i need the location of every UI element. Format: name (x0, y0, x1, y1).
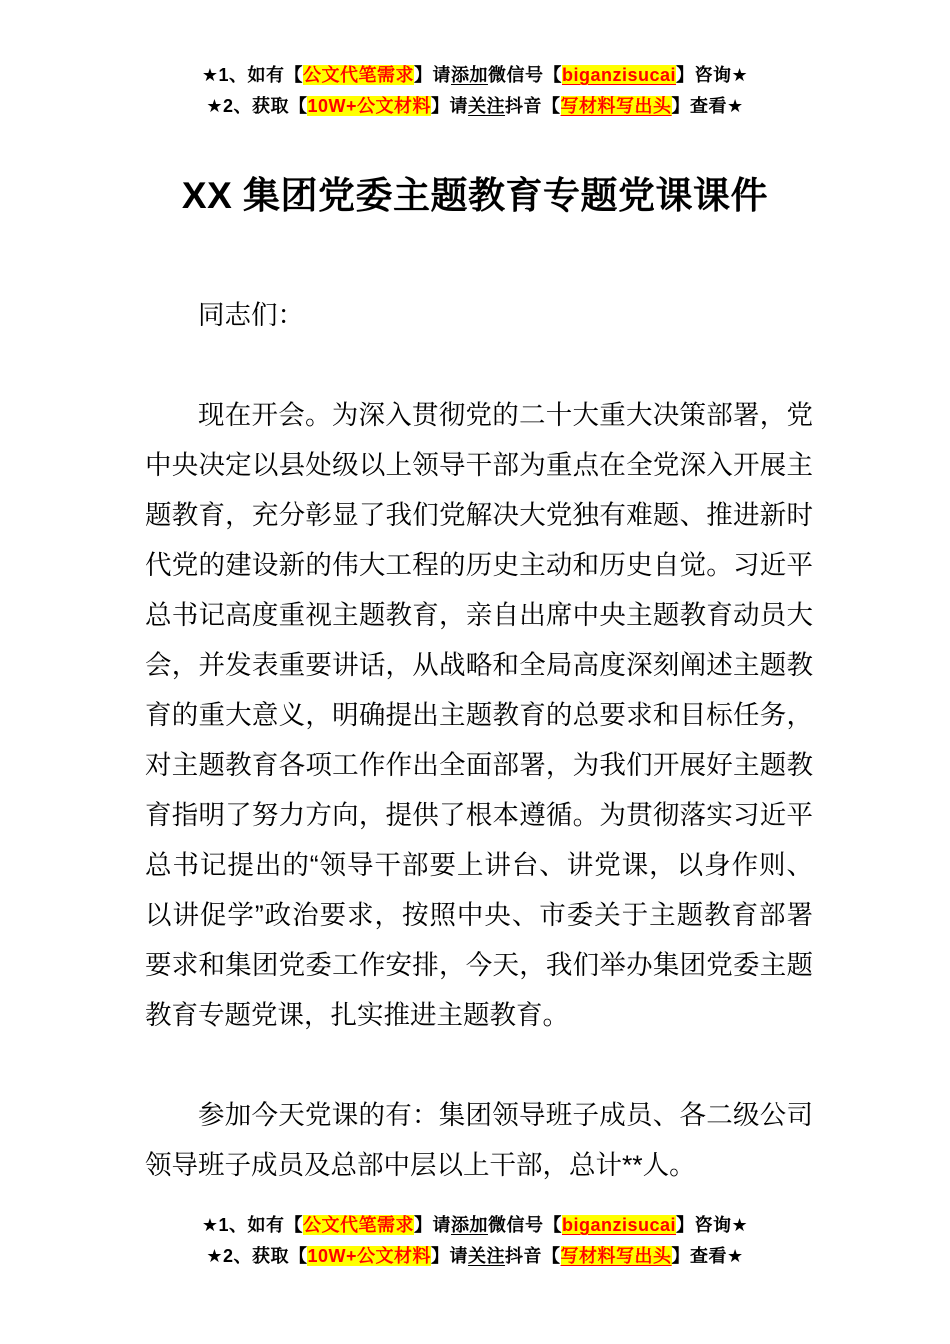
promo-highlight-writing-service: 公文代笔需求 (302, 65, 414, 85)
promo-text: 微信号【 (487, 1215, 562, 1235)
promo-douyin-name-link[interactable]: 写材料写出头 (560, 1246, 672, 1266)
promo-text: 】请 (431, 96, 469, 116)
promo-line-1 (0, 1210, 950, 1241)
document-title: XX 集团党委主题教育专题党课课件 (181, 174, 769, 216)
promo-line-1 (0, 60, 950, 91)
promo-text: 】查看★ (671, 96, 744, 116)
promo-text: 抖音【 (505, 96, 561, 116)
promo-highlight-writing-service: 公文代笔需求 (302, 1215, 414, 1235)
promo-text: 】请 (413, 1215, 451, 1235)
promo-banner-bottom (0, 1210, 950, 1272)
promo-underline-add: 添加 (450, 1215, 488, 1235)
promo-highlight-materials: 10W+公文材料 (307, 1246, 432, 1266)
promo-wechat-id-link[interactable]: biganzisucai (561, 1215, 677, 1235)
promo-text: 】请 (431, 1246, 469, 1266)
promo-text: 抖音【 (505, 1246, 561, 1266)
promo-text: 】请 (413, 65, 451, 85)
promo-text: ★2、获取【 (206, 1246, 308, 1266)
document-body (145, 290, 813, 1190)
promo-text: ★1、如有【 (201, 1215, 303, 1235)
promo-wechat-id-link[interactable]: biganzisucai (561, 65, 677, 85)
promo-line-2 (0, 91, 950, 122)
promo-douyin-name-link[interactable]: 写材料写出头 (560, 96, 672, 116)
promo-banner-top (0, 60, 950, 122)
promo-highlight-materials: 10W+公文材料 (307, 96, 432, 116)
paragraph-opening: 现在开会。为深入贯彻党的二十大重大决策部署，党中央决定以县处级以上领导干部为重点在全党深入开展主题教育，充分彰显了我们党解决大党独有难题、推进新时代党的建设新的伟大工程的历史主动和历史自觉。习近平总书记高度重视主题教育，亲自出席中央主题教育动员大会，并发表重要讲话，从战略和全局高度深刻阐述主题教育的重大意义，明确提出主题教育的总要求和目标任务，对主题教育各项工作作出全面部署，为我们开展好主题教育指明了努力方向，提供了根本遵循。为贯彻落实习近平总书记提出的“领导干部要上讲台、讲党课，以身作则、以讲促学”政治要求，按照中央、市委关于主题教育部署要求和集团党委工作安排，今天，我们举办集团党委主题教育专题党课，扎实推进主题教育。 (145, 400, 813, 1030)
promo-text: 】咨询★ (676, 65, 749, 85)
paragraph-salutation: 同志们： (198, 300, 304, 330)
promo-text: 】咨询★ (676, 1215, 749, 1235)
paragraph-attendees: 参加今天党课的有：集团领导班子成员、各二级公司领导班子成员及总部中层以上干部，总计**人。 (145, 1100, 813, 1180)
promo-underline-add: 添加 (450, 65, 488, 85)
promo-text: ★1、如有【 (201, 65, 303, 85)
promo-line-2 (0, 1241, 950, 1272)
promo-text: 微信号【 (487, 65, 562, 85)
promo-text: ★2、获取【 (206, 96, 308, 116)
promo-underline-follow: 关注 (468, 96, 506, 116)
promo-underline-follow: 关注 (468, 1246, 506, 1266)
promo-text: 】查看★ (671, 1246, 744, 1266)
